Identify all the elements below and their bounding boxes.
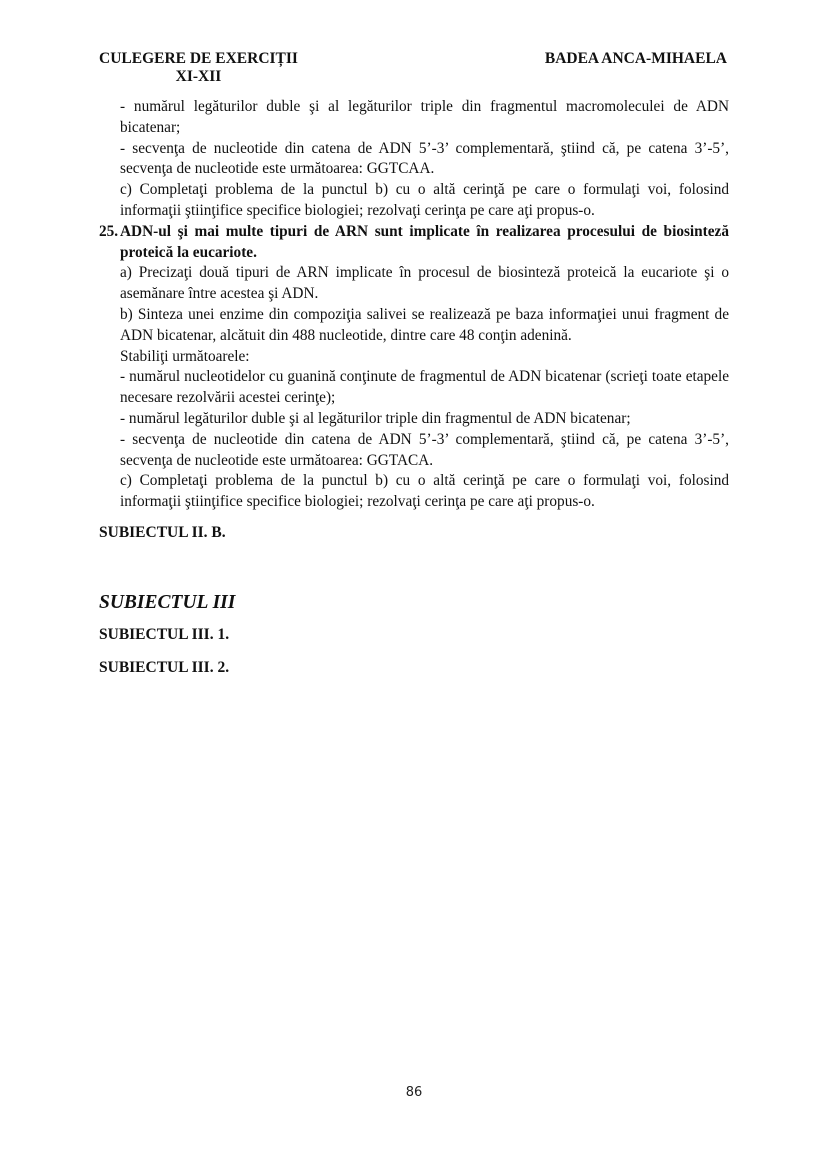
question-number: 25. [99,222,119,240]
book-title [99,50,298,86]
author-name: BADEA ANCA-MIHAELA [544,50,727,67]
question-heading [99,222,729,264]
section-heading-3-1: SUBIECTUL III. 1. [99,626,230,643]
book-title-line2: XI-XII [175,68,222,85]
section-heading-2b: SUBIECTUL II. B. [99,524,226,541]
page-header [99,50,727,90]
continuation-line: c) Completaţi problema de la punctul b) cu o altă cerinţă pe care o formulaţi voi, folosind informaţii ştiinţifice specifice biologiei; rezolvaţi cerinţa pe care aţi propus-o. [120,181,729,219]
question-item: Stabiliţi următoarele: [120,347,250,365]
question-item: a) Precizaţi două tipuri de ARN implicate în procesul de biosinteză proteică la eucariote şi o asemănare între acestea şi ADN. [120,264,729,303]
page-body [99,97,729,513]
book-title-line1: CULEGERE DE EXERCIȚII [99,50,298,67]
question-item: b) Sinteza unei enzime din compoziţia salivei se realizează pe baza informaţiei unui fragment de ADN bicatenar, alcătuit din 488 nucleotide, dintre care 48 conţin adenină. [120,305,729,344]
section-heading-3-2: SUBIECTUL III. 2. [99,659,230,676]
question-item: - numărul legăturilor duble şi al legăturilor triple din fragmentul de ADN bicatenar; [120,409,631,427]
page-number: 86 [405,1085,423,1100]
section-heading-3: SUBIECTUL III [99,592,236,613]
question-title: ADN-ul şi mai multe tipuri de ARN sunt implicate în realizarea procesului de biosinteză proteică la eucariote. [120,222,729,261]
question-item: - numărul nucleotidelor cu guanină conţinute de fragmentul de ADN bicatenar (scrieţi toate etapele necesare rezolvării acestei cerinţe); [120,368,729,407]
question-item: c) Completaţi problema de la punctul b) cu o altă cerinţă pe care o formulaţi voi, folosind informaţii ştiinţifice specifice biologiei; rezolvaţi cerinţa pe care aţi propus-o. [120,472,729,511]
continuation-line: - secvenţa de nucleotide din catena de ADN 5’-3’ complementară, ştiind că, pe catena 3’-5’, secvenţa de nucleotide este următoarea: GGTCAA. [120,139,729,178]
question-item: - secvenţa de nucleotide din catena de ADN 5’-3’ complementară, ştiind că, pe catena 3’-5’, secvenţa de nucleotide este următoarea: GGTACA. [120,430,729,469]
continuation-line: - numărul legăturilor duble şi al legăturilor triple din fragmentul macromoleculei de ADN bicatenar; [120,98,729,136]
